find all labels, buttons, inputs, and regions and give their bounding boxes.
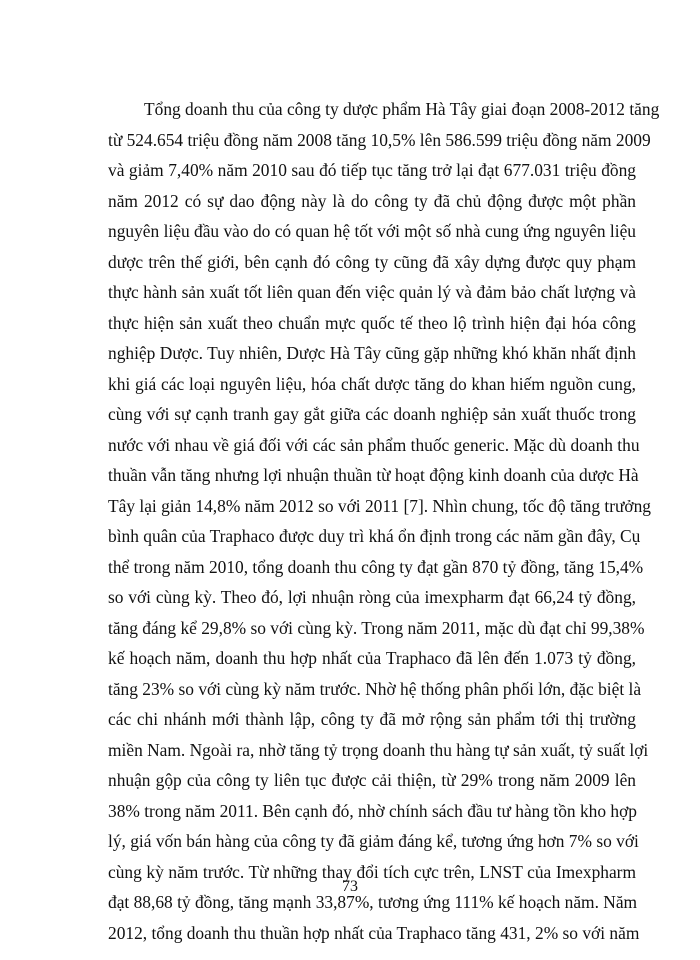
paragraph-line: bình quân của Traphaco được duy trì khá ổn định trong các năm gần đây, Cụ xyxy=(108,526,641,546)
paragraph-line: năm 2012 có sự dao động này là do công ty đã chủ động được một phần xyxy=(108,190,636,211)
paragraph-line: tăng đáng kể 29,8% so với cùng kỳ. Trong năm 2011, mặc dù đạt chỉ 99,38% xyxy=(108,617,645,638)
paragraph-line: thực hành sản xuất tốt liên quan đến việc quản lý và đảm bảo chất lượng và xyxy=(108,282,636,302)
paragraph-line: nghiệp Dược. Tuy nhiên, Dược Hà Tây cũng gặp những khó khăn nhất định xyxy=(108,343,636,363)
paragraph-line: nhuận gộp của công ty liên tục được cải thiện, từ 29% trong năm 2009 lên xyxy=(108,770,636,790)
paragraph-line: 2012, tổng doanh thu thuần hợp nhất của Traphaco tăng 431, 2% so với năm xyxy=(108,922,640,943)
paragraph-line: tăng 23% so với cùng kỳ năm trước. Nhờ hệ thống phân phối lớn, đặc biệt là xyxy=(108,678,642,699)
paragraph-line: miền Nam. Ngoài ra, nhờ tăng tỷ trọng doanh thu hàng tự sản xuất, tỷ suất lợi xyxy=(108,739,649,760)
page-number: 73 xyxy=(342,878,358,895)
paragraph-line: thể trong năm 2010, tổng doanh thu công ty đạt gần 870 tỷ đồng, tăng 15,4% xyxy=(108,556,644,577)
paragraph-line: cùng kỳ năm trước. Từ những thay đổi tích cực trên, LNST của Imexpharm xyxy=(108,861,636,882)
paragraph-line: kế hoạch năm, doanh thu hợp nhất của Traphaco đã lên đến 1.073 tỷ đồng, xyxy=(108,648,636,668)
paragraph-line: thuần vẫn tăng nhưng lợi nhuận thuần từ hoạt động kinh doanh của dược Hà xyxy=(108,465,639,485)
paragraph-line: các chi nhánh mới thành lập, công ty đã mở rộng sản phẩm tới thị trường xyxy=(108,709,636,729)
paragraph-line: đạt 88,68 tỷ đồng, tăng mạnh 33,87%, tương ứng 111% kế hoạch năm. Năm xyxy=(108,892,638,912)
paragraph-line: khi giá các loại nguyên liệu, hóa chất dược tăng do khan hiếm nguồn cung, xyxy=(108,373,636,394)
body-paragraph xyxy=(108,94,660,948)
paragraph-line: 38% trong năm 2011. Bên cạnh đó, nhờ chính sách đầu tư hàng tồn kho hợp xyxy=(108,800,637,821)
paragraph-line: dược trên thế giới, bên cạnh đó công ty cũng đã xây dựng được quy phạm xyxy=(108,251,636,272)
paragraph-line: Tổng doanh thu của công ty dược phẩm Hà Tây giai đoạn 2008-2012 tăng xyxy=(144,99,660,119)
paragraph-line: nguyên liệu đầu vào do có quan hệ tốt với một số nhà cung ứng nguyên liệu xyxy=(108,221,636,241)
paragraph-line: Tây lại giản 14,8% năm 2012 so với 2011 [7]. Nhìn chung, tốc độ tăng trưởng xyxy=(108,495,652,516)
paragraph-line: thực hiện sản xuất theo chuẩn mực quốc tế theo lộ trình hiện đại hóa công xyxy=(108,312,636,333)
paragraph-line: lý, giá vốn bán hàng của công ty đã giảm đáng kể, tương ứng hơn 7% so với xyxy=(108,831,639,851)
paragraph-line: nước với nhau về giá đối với các sản phẩm thuốc generic. Mặc dù doanh thu xyxy=(108,434,640,455)
paragraph-line: so với cùng kỳ. Theo đó, lợi nhuận ròng của imexpharm đạt 66,24 tỷ đồng, xyxy=(108,587,636,607)
paragraph-line: từ 524.654 triệu đồng năm 2008 tăng 10,5% lên 586.599 triệu đồng năm 2009 xyxy=(108,129,651,150)
paragraph-line: và giảm 7,40% năm 2010 sau đó tiếp tục tăng trở lại đạt 677.031 triệu đồng xyxy=(108,160,636,180)
paragraph-line: cùng với sự cạnh tranh gay gắt giữa các doanh nghiệp sản xuất thuốc trong xyxy=(108,404,636,424)
